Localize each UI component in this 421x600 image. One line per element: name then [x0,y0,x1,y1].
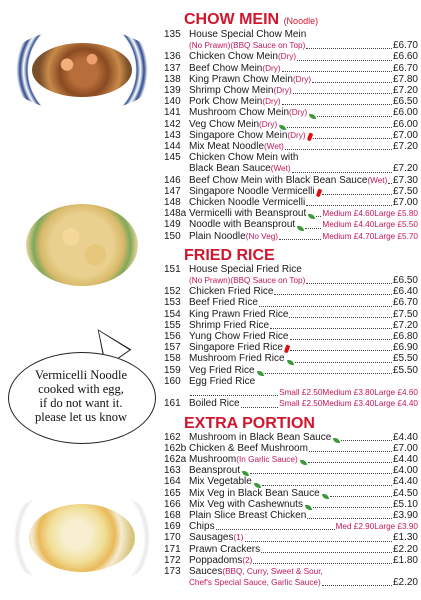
dot-leader [261,552,392,553]
item-price: £6.80 [392,331,418,343]
item-description [189,365,393,376]
item-price: £5.50 [392,353,418,365]
menu-item [164,29,418,40]
item-price: £2.20 [392,577,418,589]
menu-item [164,40,418,51]
dot-leader [293,93,392,94]
item-description [189,488,393,499]
menu-item [164,521,418,532]
item-price: £5.50 [392,364,418,376]
item-price: £2.20 [392,543,418,555]
item-name: Mushroom [189,453,237,465]
item-name: Mushroom Fried Rice [189,353,285,365]
small-price: Small £2.50 [279,388,323,398]
item-price: £7.50 [392,185,418,197]
item-note: (In Garlic Sauce) [236,454,298,464]
item-price: £4.40 [392,453,418,465]
item-note: (Dry) [277,52,297,62]
item-price: £7.00 [392,129,418,141]
dot-leader [287,127,392,128]
menu-item [164,96,418,107]
item-number: 148 [164,197,181,209]
item-name: Vermicelli with Beansprout [189,208,307,220]
menu-item [164,577,418,588]
item-note: Chef's Special Sauce, Garlic Sauce) [189,578,321,588]
dot-leader [289,317,391,318]
item-description [189,141,393,152]
item-name: Singapore Chow Mein [189,129,288,141]
dot-leader [265,373,392,374]
menu-item [164,163,418,174]
item-note: (Dry) [273,86,292,96]
menu-item [164,532,418,543]
dot-leader [262,485,392,486]
dot-leader [305,228,321,229]
item-description [189,454,393,465]
dot-leader [295,362,392,363]
dot-leader [253,563,392,564]
item-name: Noodle with Beansprout [189,219,296,231]
menu-item [164,309,418,320]
item-number: 150 [164,230,181,242]
item-note: (Dry) [292,74,312,84]
item-description [189,320,393,331]
item-number: 160 [164,375,181,387]
dot-leader [308,462,392,463]
dot-leader [317,116,392,117]
item-number: 165 [164,487,181,499]
item-description [189,376,418,387]
spicy-chili-icon [284,345,290,353]
item-description [189,544,393,555]
item-number: 147 [164,185,181,197]
item-name: Chicken Chow Mein [189,51,278,63]
item-note: (Wet) [367,175,388,185]
item-name: Shrimp Chow Mein [189,85,274,97]
item-name: Beef Chow Mein [189,62,263,74]
item-price: £4.00 [392,465,418,477]
chow-mein-photo [4,28,160,112]
item-number: 149 [164,219,181,231]
item-price: £6.90 [392,342,418,354]
item-number: 170 [164,532,181,544]
item-number: 153 [164,297,181,309]
item-price: £6.50 [392,275,418,287]
item-description [189,532,393,543]
menu-item [164,141,418,152]
large-price: Large £5.80 [374,209,418,219]
item-price: £7.50 [392,308,418,320]
item-note: (Dry) [262,63,281,73]
noodle-vermicelli-photo [4,188,160,302]
item-description [189,476,393,487]
item-number: 152 [164,286,181,298]
item-number: 155 [164,319,181,331]
item-description [189,309,393,320]
item-number: 148a [164,208,187,220]
menu-item [164,342,418,353]
item-description [189,555,393,566]
item-price: £7.30 [392,174,418,186]
item-name: King Prawn Fried Rice [189,308,289,320]
item-name: Yung Chow Fried Rice [189,331,289,343]
item-note: (Dry) [262,97,281,107]
item-description [189,342,393,353]
item-name: Shrimp Fried Rice [189,319,270,331]
dot-leader [290,339,392,340]
item-name: Chicken & Beef Mushroom [189,442,308,454]
item-note: (2) [242,555,253,565]
menu-item [164,175,418,186]
item-name: King Prawn Chow Mein [189,73,293,85]
menu-item [164,130,418,141]
menu-item [164,365,418,376]
dot-leader [306,283,392,284]
large-price: Large £5.50 [374,220,418,230]
item-name: Plain Slice Breast Chicken [189,509,307,521]
item-name: Veg Chow Mein [189,118,260,130]
item-number: 161 [164,398,181,410]
item-number: 141 [164,107,181,119]
item-number: 138 [164,73,181,85]
item-number: 166 [164,498,181,510]
dot-leader [341,440,392,441]
item-price: £6.00 [392,107,418,119]
item-description [189,130,393,141]
dot-leader [259,306,392,307]
item-number: 143 [164,129,181,141]
item-description [189,264,418,275]
medium-price: Medium £4.70 [322,231,375,241]
item-number: 135 [164,29,181,40]
item-number: 157 [164,342,181,354]
item-name: Beansprout [189,465,241,477]
dot-leader [322,194,392,195]
item-description [189,163,393,174]
item-description [189,231,322,242]
item-note: (Wet) [270,164,291,174]
medium-price: Med £2.90 [335,522,375,532]
large-price: Large £5.70 [374,231,418,241]
item-name: Chips [189,521,215,533]
item-name: Mushroom in Black Bean Sauce [189,431,332,443]
dot-leader [388,183,392,184]
item-number: 156 [164,331,181,343]
item-name: Mix Veg in Black Bean Sauce [189,487,320,499]
item-number: 137 [164,62,181,74]
fried-rice-heading: FRIED RICE [184,246,275,264]
item-price: £7.20 [392,163,418,175]
item-description [189,85,393,96]
item-price: £6.60 [392,51,418,63]
item-number: 154 [164,308,181,320]
item-number: 136 [164,51,181,63]
item-price: £4.50 [392,487,418,499]
item-note: (No Prawn)(BBQ Sauce on Top) [189,276,306,286]
item-price: £6.50 [392,96,418,108]
menu-item [164,297,418,308]
item-number: 164 [164,476,181,488]
medium-price: Medium £4.40 [322,220,375,230]
menu-item [164,231,418,242]
item-price: £3.90 [392,509,418,521]
item-description [189,40,393,51]
item-number: 172 [164,554,181,566]
item-name: Singapore Noodle Vermicelli [189,185,315,197]
item-note: (No Prawn)(BBQ Sauce on Top) [189,41,306,51]
dot-leader [322,585,392,586]
item-description [189,510,393,521]
menu-item [164,353,418,364]
item-note: (No Veg) [245,231,279,241]
item-price: £5.10 [392,498,418,510]
item-name: Beef Chow Mein with Black Bean Sauce [189,174,368,186]
menu-item [164,476,418,487]
item-price: £6.70 [392,62,418,74]
dot-leader [313,138,392,139]
dot-leader [241,407,279,408]
dot-leader [282,71,392,72]
item-price: £7.20 [392,319,418,331]
item-price: £6.70 [392,297,418,309]
item-description [189,119,393,130]
menu-item [164,275,418,286]
menu-item [164,566,418,577]
item-price: £4.40 [392,476,418,488]
extra-portion-heading: EXTRA PORTION [184,414,315,432]
menu-item [164,152,418,163]
item-number: 162a [164,453,187,465]
item-name: Mix Meat Noodle [189,141,265,153]
item-name: House Special Chow Mein [189,29,307,40]
dot-leader [312,82,392,83]
menu-list [164,12,418,588]
item-number: 171 [164,543,181,555]
large-price: Large £4.40 [374,399,418,409]
medium-price: Medium £4.60 [322,209,375,219]
dot-leader [306,205,392,206]
item-number: 168 [164,509,181,521]
menu-item [164,286,418,297]
item-number: 142 [164,118,181,130]
item-name: Prawn Crackers [189,543,261,555]
item-description [189,208,322,219]
item-number: 159 [164,364,181,376]
item-description [189,175,393,186]
dot-leader [245,541,392,542]
item-description [189,443,393,454]
item-description [189,331,393,342]
item-name: Singapore Fried Rice [189,342,283,354]
menu-item [164,74,418,85]
item-description [189,186,393,197]
item-description [189,398,279,409]
item-name: Chicken Chow Mein with [189,152,299,164]
menu-item [164,376,418,387]
menu-item [164,320,418,331]
item-price: £4.40 [392,431,418,443]
item-name: Sauces [189,565,223,577]
item-number: 145 [164,152,181,164]
dot-leader [279,239,321,240]
item-name: Egg Fried Rice [189,375,256,387]
item-description [189,197,393,208]
spicy-chili-icon [306,133,312,141]
menu-item [164,454,418,465]
item-number: 139 [164,85,181,97]
dot-leader [270,328,392,329]
item-number: 173 [164,565,181,577]
item-number: 162b [164,442,187,454]
item-number: 158 [164,353,181,365]
item-description [189,499,393,510]
item-description [189,51,393,62]
menu-item [164,107,418,118]
menu-item [164,208,418,219]
dot-leader [216,529,335,530]
fried-rice-photo [4,488,160,588]
item-description [189,566,418,577]
dot-leader [316,216,321,217]
item-number: 140 [164,96,181,108]
item-name: Chicken Noodle Vermicelli [189,197,306,209]
chow-mein-heading: CHOW MEIN (Noodle) [184,11,319,28]
item-description [189,74,393,85]
item-description [189,152,418,163]
item-description [189,353,393,364]
menu-item [164,197,418,208]
menu-item [164,331,418,342]
dot-leader [250,473,392,474]
menu-item [164,499,418,510]
menu-item [164,387,418,398]
dot-leader [190,395,278,396]
menu-item [164,443,418,454]
item-description [189,219,322,230]
dot-leader [306,48,392,49]
item-name: House Special Fried Rice [189,263,302,275]
menu-item [164,510,418,521]
item-name: Mix Veg with Cashewnuts [189,498,303,510]
menu-item [164,63,418,74]
item-price: £6.00 [392,118,418,130]
menu-item [164,186,418,197]
item-description [189,29,418,40]
menu-item [164,465,418,476]
item-name: Sausages [189,532,234,544]
item-note: (1) [233,533,244,543]
menu-item [164,219,418,230]
item-number: 146 [164,174,181,186]
item-number: 144 [164,141,181,153]
small-price: Small £2.50 [279,399,323,409]
dot-leader [309,451,392,452]
item-description [189,275,393,286]
item-name: Boiled Rice [189,398,240,410]
item-price: £7.20 [392,141,418,153]
item-price: £1.30 [392,532,418,544]
menu-item [164,264,418,275]
item-note: (Wet) [264,142,284,152]
large-price: Large £3.90 [374,522,418,532]
item-note: (Dry) [287,130,306,140]
menu-item [164,555,418,566]
item-description [189,286,393,297]
dot-leader [313,507,392,508]
menu-item [164,398,418,409]
dot-leader [285,149,392,150]
item-description [189,96,393,107]
item-name: Plain Noodle [189,230,246,242]
item-note: (Dry) [259,119,278,129]
item-number: 162 [164,431,181,443]
item-price: £6.70 [392,40,418,52]
item-description [189,577,393,588]
item-name: Mix Vegetable [189,476,252,488]
item-name: Chicken Fried Rice [189,286,274,298]
menu-item [164,51,418,62]
item-price: £7.00 [392,442,418,454]
menu-item [164,432,418,443]
dot-leader [274,294,391,295]
item-number: 151 [164,263,181,275]
item-name: Beef Fried Rice [189,297,258,309]
item-note: (Dry) [289,108,308,118]
item-price: £7.00 [392,197,418,209]
item-description [189,521,336,532]
menu-item [164,488,418,499]
dot-leader [297,60,392,61]
medium-price: Medium £3.40 [322,399,375,409]
item-name: Poppadoms [189,554,243,566]
dot-leader [292,172,392,173]
spicy-chili-icon [315,189,321,197]
item-name: Pork Chow Mein [189,96,263,108]
item-description [189,432,393,443]
dot-leader [307,518,392,519]
item-name: Black Bean Sauce [189,163,271,175]
item-number: 163 [164,465,181,477]
menu-item [164,85,418,96]
item-description [189,107,393,118]
medium-price: Medium £3.80 [322,388,375,398]
item-price: £6.40 [392,286,418,298]
item-name: Veg Fried Rice [189,364,255,376]
item-price: £7.20 [392,85,418,97]
item-price: £7.80 [392,73,418,85]
menu-item [164,119,418,130]
dot-leader [330,496,392,497]
item-note: (BBQ, Curry, Sweet & Sour, [222,566,323,576]
item-price: £1.80 [392,554,418,566]
large-price: Large £4.60 [374,388,418,398]
item-description [189,63,393,74]
item-description [189,297,393,308]
item-number: 169 [164,521,181,533]
item-name: Mushroom Chow Mein [189,107,290,119]
speech-bubble-text: Vermicelli Noodle cooked with egg, if do not want it. please let us know [35,368,127,424]
menu-item [164,544,418,555]
item-description [189,465,393,476]
dot-leader [290,350,392,351]
dot-leader [282,104,392,105]
